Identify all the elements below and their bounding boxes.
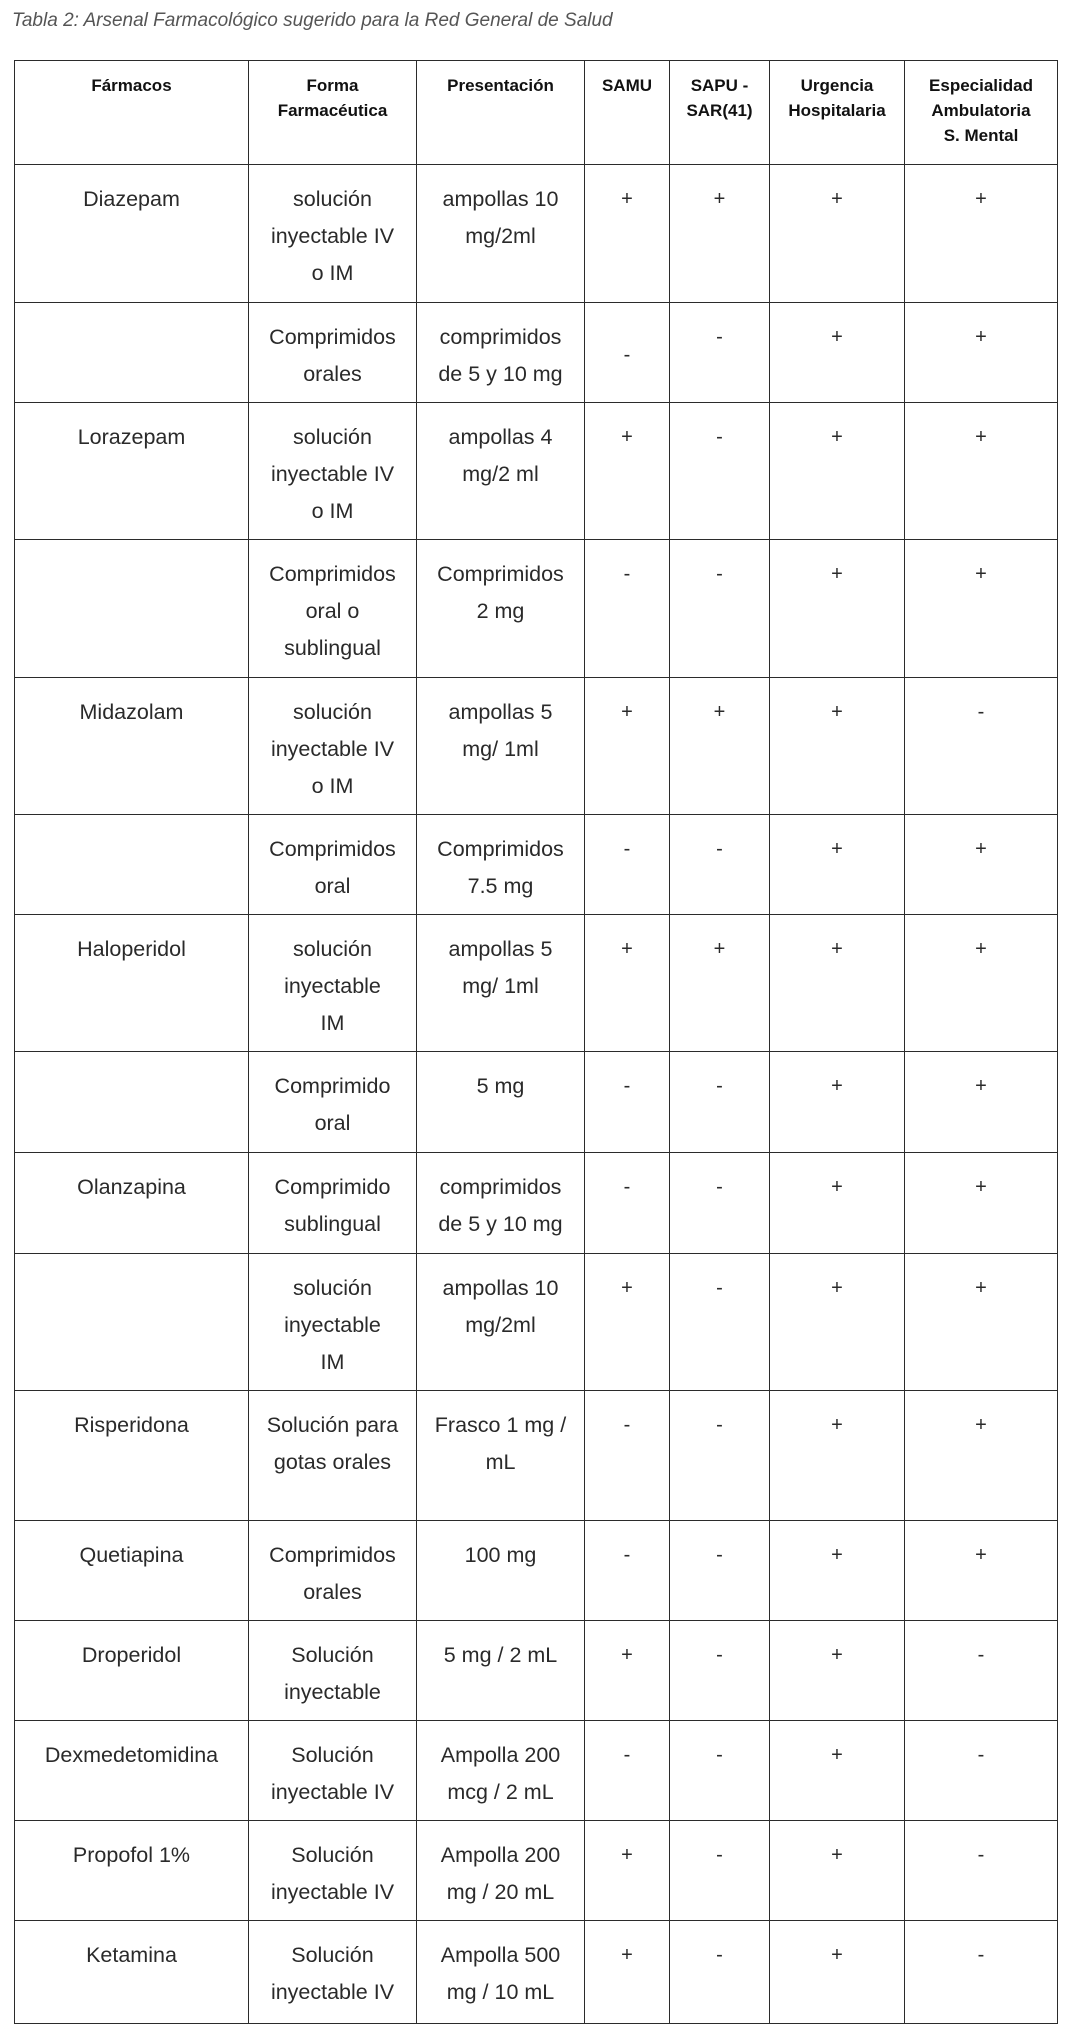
cell-farmaco: Quetiapina (15, 1521, 249, 1621)
cell-sapu-sar: - (670, 1391, 770, 1521)
cell-sapu-sar: - (670, 540, 770, 678)
header-urgencia-hospitalaria: Urgencia Hospitalaria (770, 61, 905, 165)
header-especialidad-ambulatoria: Especialidad Ambulatoria S. Mental (905, 61, 1058, 165)
cell-urgencia-hospitalaria: + (770, 1153, 905, 1254)
cell-samu: - (585, 1153, 670, 1254)
cell-presentacion: 5 mg / 2 mL (417, 1621, 585, 1721)
cell-especialidad-ambulatoria: - (905, 1821, 1058, 1921)
cell-samu: - (585, 540, 670, 678)
cell-samu: + (585, 1621, 670, 1721)
cell-sapu-sar: - (670, 1721, 770, 1821)
table-row (15, 1153, 1058, 1254)
cell-especialidad-ambulatoria: - (905, 1621, 1058, 1721)
table-row (15, 1721, 1058, 1821)
cell-especialidad-ambulatoria: - (905, 678, 1058, 815)
table-row (15, 678, 1058, 815)
cell-presentacion: 5 mg (417, 1052, 585, 1153)
table-row (15, 1254, 1058, 1391)
cell-urgencia-hospitalaria: + (770, 165, 905, 303)
cell-especialidad-ambulatoria: - (905, 1721, 1058, 1821)
cell-presentacion: Comprimidos 7.5 mg (417, 815, 585, 915)
cell-forma-farmaceutica: Solución inyectable IV (249, 1921, 417, 2024)
cell-presentacion: Frasco 1 mg / mL (417, 1391, 585, 1521)
table-body (15, 165, 1058, 2024)
cell-samu: - (585, 1052, 670, 1153)
cell-forma-farmaceutica: Solución inyectable IV (249, 1821, 417, 1921)
cell-presentacion: Ampolla 200 mg / 20 mL (417, 1821, 585, 1921)
cell-farmaco: Lorazepam (15, 403, 249, 540)
cell-farmaco: Droperidol (15, 1621, 249, 1721)
cell-samu: + (585, 1821, 670, 1921)
cell-especialidad-ambulatoria: + (905, 815, 1058, 915)
header-forma-farmaceutica: Forma Farmacéutica (249, 61, 417, 165)
cell-especialidad-ambulatoria: + (905, 540, 1058, 678)
cell-farmaco (15, 1254, 249, 1391)
cell-presentacion: Ampolla 500 mg / 10 mL (417, 1921, 585, 2024)
cell-samu: - (585, 1721, 670, 1821)
cell-especialidad-ambulatoria: + (905, 303, 1058, 403)
cell-urgencia-hospitalaria: + (770, 678, 905, 815)
cell-forma-farmaceutica: Comprimido sublingual (249, 1153, 417, 1254)
header-samu: SAMU (585, 61, 670, 165)
cell-presentacion: ampollas 5 mg/ 1ml (417, 678, 585, 815)
cell-especialidad-ambulatoria: + (905, 1052, 1058, 1153)
cell-farmaco: Ketamina (15, 1921, 249, 2024)
cell-farmaco: Olanzapina (15, 1153, 249, 1254)
table-caption: Tabla 2: Arsenal Farmacológico sugerido para la Red General de Salud (12, 10, 613, 31)
table-row (15, 540, 1058, 678)
cell-farmaco (15, 815, 249, 915)
cell-sapu-sar: - (670, 303, 770, 403)
table-row (15, 303, 1058, 403)
cell-sapu-sar: - (670, 1254, 770, 1391)
cell-especialidad-ambulatoria: + (905, 1521, 1058, 1621)
table-row (15, 165, 1058, 303)
cell-forma-farmaceutica: solución inyectable IV o IM (249, 403, 417, 540)
cell-forma-farmaceutica: solución inyectable IM (249, 1254, 417, 1391)
cell-sapu-sar: - (670, 1052, 770, 1153)
cell-forma-farmaceutica: Solución inyectable IV (249, 1721, 417, 1821)
table-row (15, 1521, 1058, 1621)
header-presentacion: Presentación (417, 61, 585, 165)
cell-sapu-sar: - (670, 1821, 770, 1921)
cell-forma-farmaceutica: Comprimido oral (249, 1052, 417, 1153)
table-row (15, 815, 1058, 915)
cell-forma-farmaceutica: Solución inyectable (249, 1621, 417, 1721)
table-row (15, 1052, 1058, 1153)
cell-sapu-sar: + (670, 165, 770, 303)
cell-especialidad-ambulatoria: + (905, 1254, 1058, 1391)
cell-presentacion: Comprimidos 2 mg (417, 540, 585, 678)
cell-samu: + (585, 403, 670, 540)
cell-presentacion: ampollas 5 mg/ 1ml (417, 915, 585, 1052)
table-row (15, 403, 1058, 540)
cell-farmaco: Propofol 1% (15, 1821, 249, 1921)
cell-sapu-sar: + (670, 678, 770, 815)
cell-forma-farmaceutica: Comprimidos orales (249, 1521, 417, 1621)
cell-urgencia-hospitalaria: + (770, 1391, 905, 1521)
cell-farmaco (15, 1052, 249, 1153)
cell-presentacion: comprimidos de 5 y 10 mg (417, 1153, 585, 1254)
cell-urgencia-hospitalaria: + (770, 403, 905, 540)
pharmacology-table (14, 60, 1058, 2024)
cell-forma-farmaceutica: solución inyectable IV o IM (249, 165, 417, 303)
cell-samu: + (585, 1921, 670, 2024)
cell-sapu-sar: + (670, 915, 770, 1052)
cell-farmaco: Diazepam (15, 165, 249, 303)
cell-forma-farmaceutica: Comprimidos oral (249, 815, 417, 915)
table-row (15, 1821, 1058, 1921)
cell-presentacion: Ampolla 200 mcg / 2 mL (417, 1721, 585, 1821)
cell-urgencia-hospitalaria: + (770, 1921, 905, 2024)
cell-urgencia-hospitalaria: + (770, 1521, 905, 1621)
cell-farmaco (15, 540, 249, 678)
cell-samu: + (585, 915, 670, 1052)
cell-urgencia-hospitalaria: + (770, 1052, 905, 1153)
cell-urgencia-hospitalaria: + (770, 1621, 905, 1721)
cell-forma-farmaceutica: solución inyectable IV o IM (249, 678, 417, 815)
header-sapu-sar: SAPU - SAR(41) (670, 61, 770, 165)
cell-sapu-sar: - (670, 815, 770, 915)
header-row (15, 61, 1058, 165)
cell-forma-farmaceutica: Solución para gotas orales (249, 1391, 417, 1521)
cell-sapu-sar: - (670, 1921, 770, 2024)
cell-especialidad-ambulatoria: - (905, 1921, 1058, 2024)
table-row (15, 1391, 1058, 1521)
cell-sapu-sar: - (670, 1153, 770, 1254)
cell-sapu-sar: - (670, 403, 770, 540)
cell-samu: - (585, 815, 670, 915)
cell-especialidad-ambulatoria: + (905, 1153, 1058, 1254)
cell-samu: + (585, 678, 670, 815)
cell-urgencia-hospitalaria: + (770, 815, 905, 915)
cell-forma-farmaceutica: Comprimidos orales (249, 303, 417, 403)
cell-presentacion: comprimidos de 5 y 10 mg (417, 303, 585, 403)
cell-samu: + (585, 1254, 670, 1391)
cell-farmaco: Risperidona (15, 1391, 249, 1521)
cell-farmaco: Midazolam (15, 678, 249, 815)
table-row (15, 1621, 1058, 1721)
cell-presentacion: 100 mg (417, 1521, 585, 1621)
cell-urgencia-hospitalaria: + (770, 540, 905, 678)
cell-sapu-sar: - (670, 1521, 770, 1621)
cell-presentacion: ampollas 10 mg/2ml (417, 165, 585, 303)
cell-samu: - (585, 303, 670, 403)
cell-farmaco: Haloperidol (15, 915, 249, 1052)
cell-especialidad-ambulatoria: + (905, 915, 1058, 1052)
header-farmacos: Fármacos (15, 61, 249, 165)
cell-forma-farmaceutica: solución inyectable IM (249, 915, 417, 1052)
cell-presentacion: ampollas 10 mg/2ml (417, 1254, 585, 1391)
cell-especialidad-ambulatoria: + (905, 165, 1058, 303)
cell-presentacion: ampollas 4 mg/2 ml (417, 403, 585, 540)
cell-urgencia-hospitalaria: + (770, 1721, 905, 1821)
table-row (15, 915, 1058, 1052)
cell-samu: - (585, 1391, 670, 1521)
cell-farmaco: Dexmedetomidina (15, 1721, 249, 1821)
cell-urgencia-hospitalaria: + (770, 915, 905, 1052)
cell-urgencia-hospitalaria: + (770, 1821, 905, 1921)
cell-urgencia-hospitalaria: + (770, 303, 905, 403)
cell-especialidad-ambulatoria: + (905, 403, 1058, 540)
cell-samu: - (585, 1521, 670, 1621)
cell-forma-farmaceutica: Comprimidos oral o sublingual (249, 540, 417, 678)
cell-samu: + (585, 165, 670, 303)
cell-especialidad-ambulatoria: + (905, 1391, 1058, 1521)
cell-sapu-sar: - (670, 1621, 770, 1721)
cell-farmaco (15, 303, 249, 403)
table-row (15, 1921, 1058, 2024)
cell-urgencia-hospitalaria: + (770, 1254, 905, 1391)
